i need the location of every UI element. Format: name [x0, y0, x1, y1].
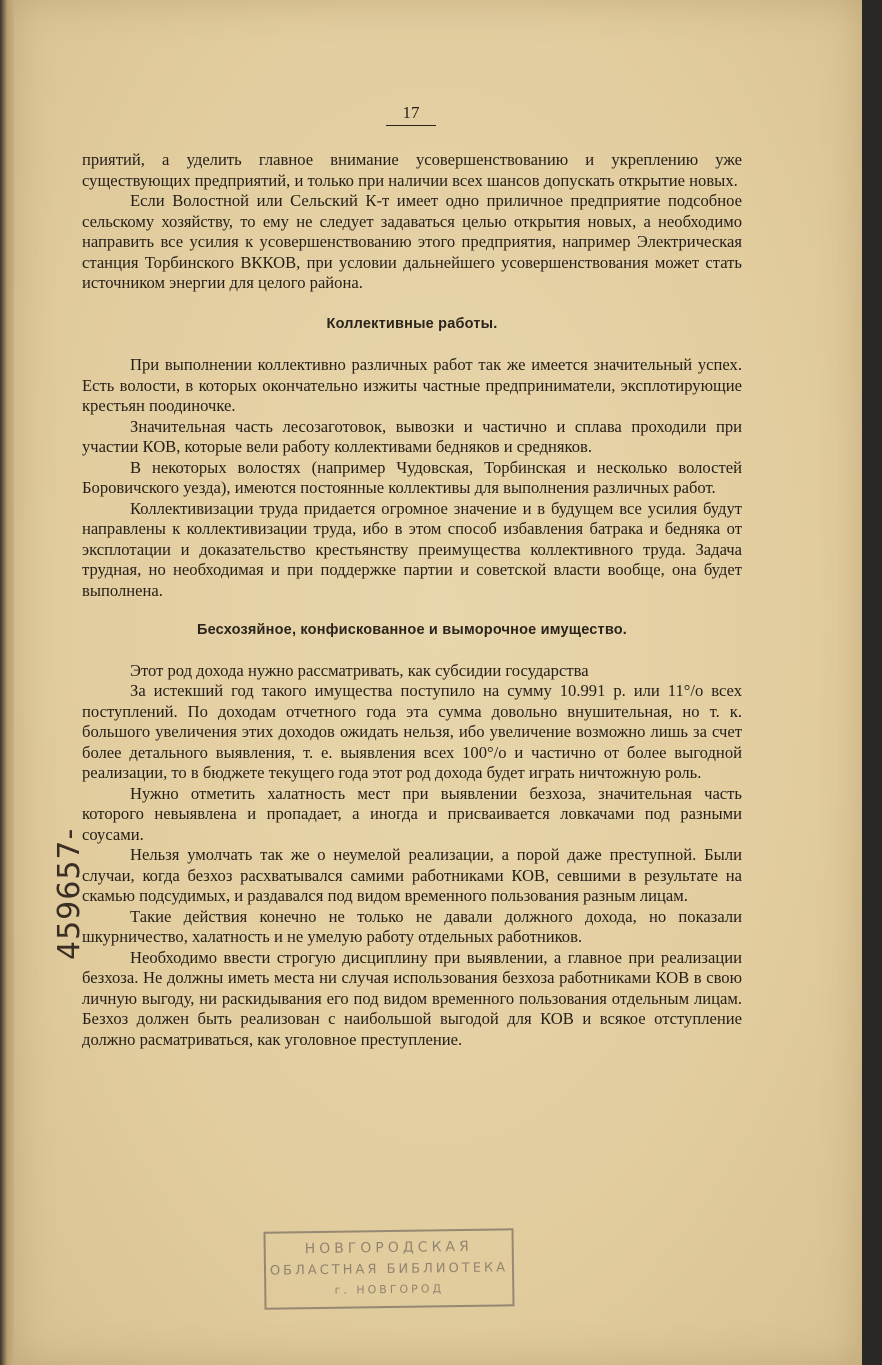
- paragraph: Если Волостной или Сельский К-т имеет одно приличное предприятие подсобное сельскому хозяйству, то ему не следует задаваться целью открытия новых, а необходимо направить все усилия к усовершенствованию этого предприятия, например Электрическая станция Торбинского ВККОВ, при условии дальнейшего усовершенствования может стать источником энергии для целого района.: [82, 191, 742, 292]
- paragraph-continuation: приятий, а уделить главное внимание усовершенствованию и укреплению уже существующих предприятий, и только при наличии всех шансов допускать открытие новых.: [82, 150, 742, 190]
- paragraph: Необходимо ввести строгую дисциплину при выявлении, а главное при реализации безхоза. Не должны иметь места ни случая использования безхоза работниками КОВ в свою личную выгоду, ни раскидывания его под видом временного пользования отдельным лицам. Безхоз должен быть реализован с наибольшой выгодой для КОВ и всякое отступление должно расматриваться, как уголовное преступление.: [82, 947, 742, 1049]
- inventory-number-area: [52, 820, 92, 960]
- paragraph: При выполнении коллективно различных работ так же имеется значительный успех. Есть волости, в которых окончательно изжиты частные предприниматели, эксплотирующие крестьян поодиночке.: [82, 355, 742, 415]
- paragraph: Этот род дохода нужно рассматривать, как субсидии государства: [130, 660, 589, 680]
- library-stamp: [263, 1228, 514, 1309]
- paragraph: В некоторых волостях (например Чудовская, Торбинская и несколько волостей Боровичского уезда), имеются постоянные коллективы для выполнения различных работ.: [82, 457, 742, 497]
- body-text: [82, 150, 742, 1050]
- paragraph: Нужно отметить халатность мест при выявлении безхоза, значительная часть которого невыявлена и пропадает, а иногда и присваивается ловкачами под разными соусами.: [82, 783, 742, 844]
- section-heading-collective-work: Коллективные работы.: [326, 315, 498, 332]
- paper-sheet: [14, 0, 862, 1365]
- paragraph: За истекший год такого имущества поступило на сумму 10.991 р. или 11°/о всех поступлений. По доходам отчетного года эта сумма довольно внушительная, но т. к. большого увеличения этих доходов ожидать нельзя, ибо увеличение возможно лишь за счет более детального выявления, т. е. выявления всех 100°/о и частично от более выгодной реализации, то в бюджете текущего года этот род дохода будет играть ничтожную роль.: [82, 681, 742, 782]
- paragraph: Такие действия конечно не только не давали должного дохода, но показали шкурничество, халатность и не умелую работу отдельных работников.: [82, 906, 742, 946]
- page-number: 17: [386, 103, 436, 126]
- stamp-line: НОВГОРОДСКАЯ: [304, 1238, 473, 1258]
- paragraph: Коллективизации труда придается огромное значение и в будущем все усилия будут направлены к коллективизации труда, ибо в этом способ избавления батрака и бедняка от эксплотации и доказательство крестьянству преимущества коллективного труда. Задача трудная, но необходимая и при поддержке партии и советской власти вообще, она будет выполнена.: [82, 498, 742, 600]
- section-heading-property: Бесхозяйное, конфискованное и выморочное имущество.: [196, 622, 628, 638]
- paragraph: Значительная часть лесозаготовок, вывозки и частично и сплава проходили при участии КОВ, которые вели работу коллективами бедняков и средняков.: [82, 416, 742, 456]
- paragraph: Нельзя умолчать так же о неумелой реализации, а порой даже преступной. Были случаи, когда безхоз расхватывался самими работниками КОВ, севшими в результате на скамью подсудимых, и раздавался под видом временного пользования разным лицам.: [82, 845, 742, 905]
- stamp-line: ОБЛАСТНАЯ БИБЛИОТЕКА: [269, 1260, 509, 1279]
- stamp-line: г. НОВГОРОД: [334, 1282, 445, 1297]
- handwritten-inventory-number: 459657-: [52, 827, 87, 960]
